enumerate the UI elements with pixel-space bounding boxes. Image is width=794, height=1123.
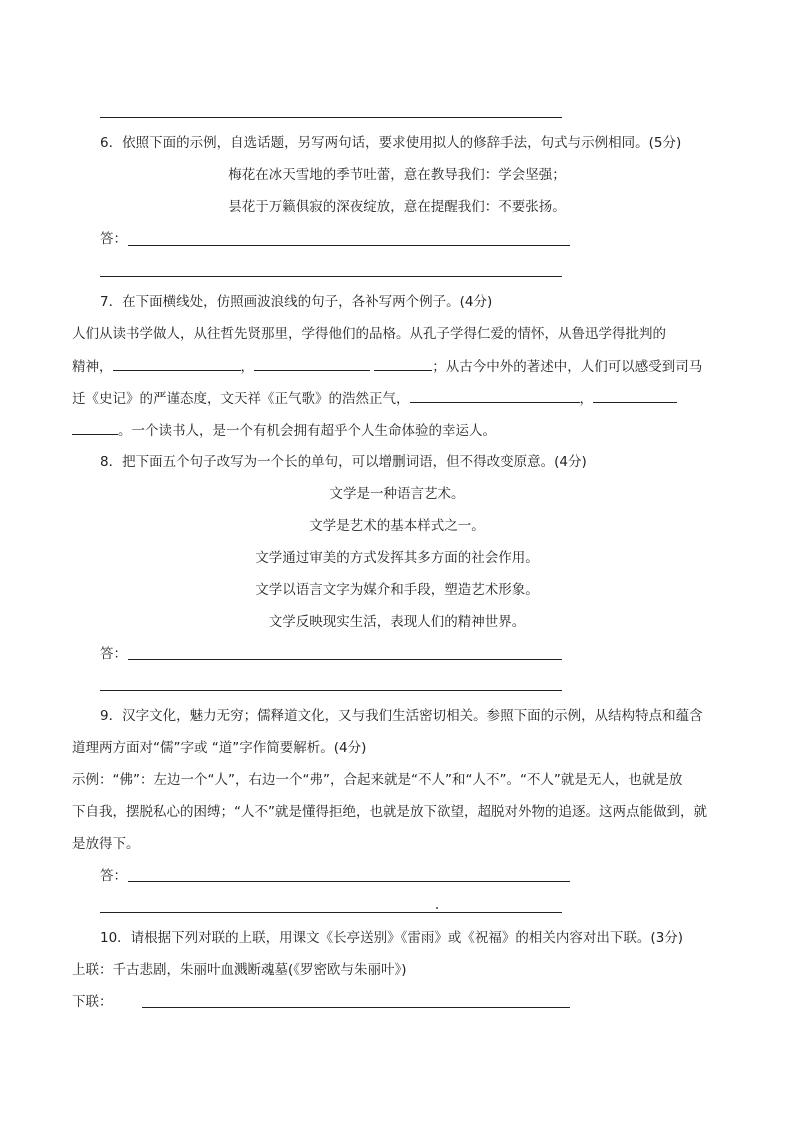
question-9-title-line-1: 9．汉字文化，魅力无穷；儒释道文化，又与我们生活密切相关。参照下面的示例，从结构特点和蕴含 xyxy=(100,708,703,724)
fill-blank[interactable] xyxy=(254,356,370,371)
answer-line[interactable] xyxy=(100,117,562,118)
question-7-text: 精神， xyxy=(72,359,113,375)
question-7-paragraph-line-4 xyxy=(72,420,496,441)
question-7-paragraph-line-3 xyxy=(72,388,677,409)
question-6-example-1: 梅花在冰天雪地的季节吐蕾，意在教导我们：学会坚强； xyxy=(228,167,566,183)
question-6-answer-label: 答： xyxy=(100,231,127,247)
question-6-answer-line-1[interactable] xyxy=(128,245,570,246)
question-9-example-line-2: 下自我，摆脱私心的困缚；“人不”就是懂得拒绝，也就是放下欲望，超脱对外物的追逐。这两点能做到，就 xyxy=(72,804,707,820)
fill-blank[interactable] xyxy=(593,388,677,403)
question-10-lower-label: 下联： xyxy=(72,994,113,1010)
question-10-title: 10．请根据下列对联的上联，用课文《长亭送别》《雷雨》或《祝福》的相关内容对出下联。(3分) xyxy=(100,930,684,946)
question-10-answer-line[interactable] xyxy=(142,1007,570,1008)
question-7-text: 迁《史记》的严谨态度，文天祥《正气歌》的浩然正气， xyxy=(72,391,410,407)
question-9-answer-line-2[interactable] xyxy=(100,912,562,913)
fill-blank[interactable] xyxy=(72,420,118,435)
question-8-sentence-2: 文学是艺术的基本样式之一。 xyxy=(309,518,485,534)
question-8-sentence-3: 文学通过审美的方式发挥其多方面的社会作用。 xyxy=(255,550,539,566)
question-8-sentence-1: 文学是一种语言艺术。 xyxy=(329,486,465,502)
question-8-answer-line-1[interactable] xyxy=(128,659,562,660)
question-9-answer-label: 答： xyxy=(100,868,127,884)
question-8-answer-line-2[interactable] xyxy=(100,690,562,691)
question-9-example-line-1: 示例：“佛”：左边一个“人”，右边一个“弗”，合起来就是“不人”和“人不”。“不人”就是无人，也就是放 xyxy=(72,772,683,788)
question-6-title: 6．依照下面的示例，自选话题，另写两句话，要求使用拟人的修辞手法，句式与示例相同。(5分) xyxy=(100,135,682,151)
fill-blank[interactable] xyxy=(113,356,241,371)
question-7-text: ；从古今中外的著述中，人们可以感受到司马 xyxy=(432,359,703,375)
question-7-text: ， xyxy=(240,359,254,375)
question-8-sentence-4: 文学以语言文字为媒介和手段，塑造艺术形象。 xyxy=(255,582,539,598)
question-7-paragraph-line-1: 人们从读书学做人，从往哲先贤那里，学得他们的品格。从孔子学得仁爱的情怀，从鲁迅学得批判的 xyxy=(72,326,666,342)
question-8-title: 8．把下面五个句子改写为一个长的单句，可以增删词语，但不得改变原意。(4分) xyxy=(100,454,587,470)
fill-blank[interactable] xyxy=(410,388,580,403)
question-6-example-2: 昙花于万籁俱寂的深夜绽放，意在提醒我们：不要张扬。 xyxy=(228,199,566,215)
question-8-sentence-5: 文学反映现实生活，表现人们的精神世界。 xyxy=(268,614,526,630)
fill-blank[interactable] xyxy=(374,356,432,371)
question-7-text: ， xyxy=(579,391,593,407)
question-7-title: 7．在下面横线处，仿照画波浪线的句子，各补写两个例子。(4分) xyxy=(100,294,493,310)
question-8-answer-label: 答： xyxy=(100,646,127,662)
question-7-paragraph-line-2 xyxy=(72,356,702,377)
question-9-answer-line-1[interactable] xyxy=(128,881,570,882)
question-9-example-line-3: 是放得下。 xyxy=(72,836,140,852)
stray-dot xyxy=(436,907,438,909)
question-7-text: 。一个读书人，是一个有机会拥有超乎个人生命体验的幸运人。 xyxy=(118,423,496,439)
question-9-title-line-2: 道理两方面对“儒”字或 “道”字作简要解析。(4分) xyxy=(72,740,367,756)
question-6-answer-line-2[interactable] xyxy=(100,276,562,277)
question-10-upper-couplet: 上联：千古悲剧，朱丽叶血溅断魂墓(《罗密欧与朱丽叶》) xyxy=(72,962,407,978)
